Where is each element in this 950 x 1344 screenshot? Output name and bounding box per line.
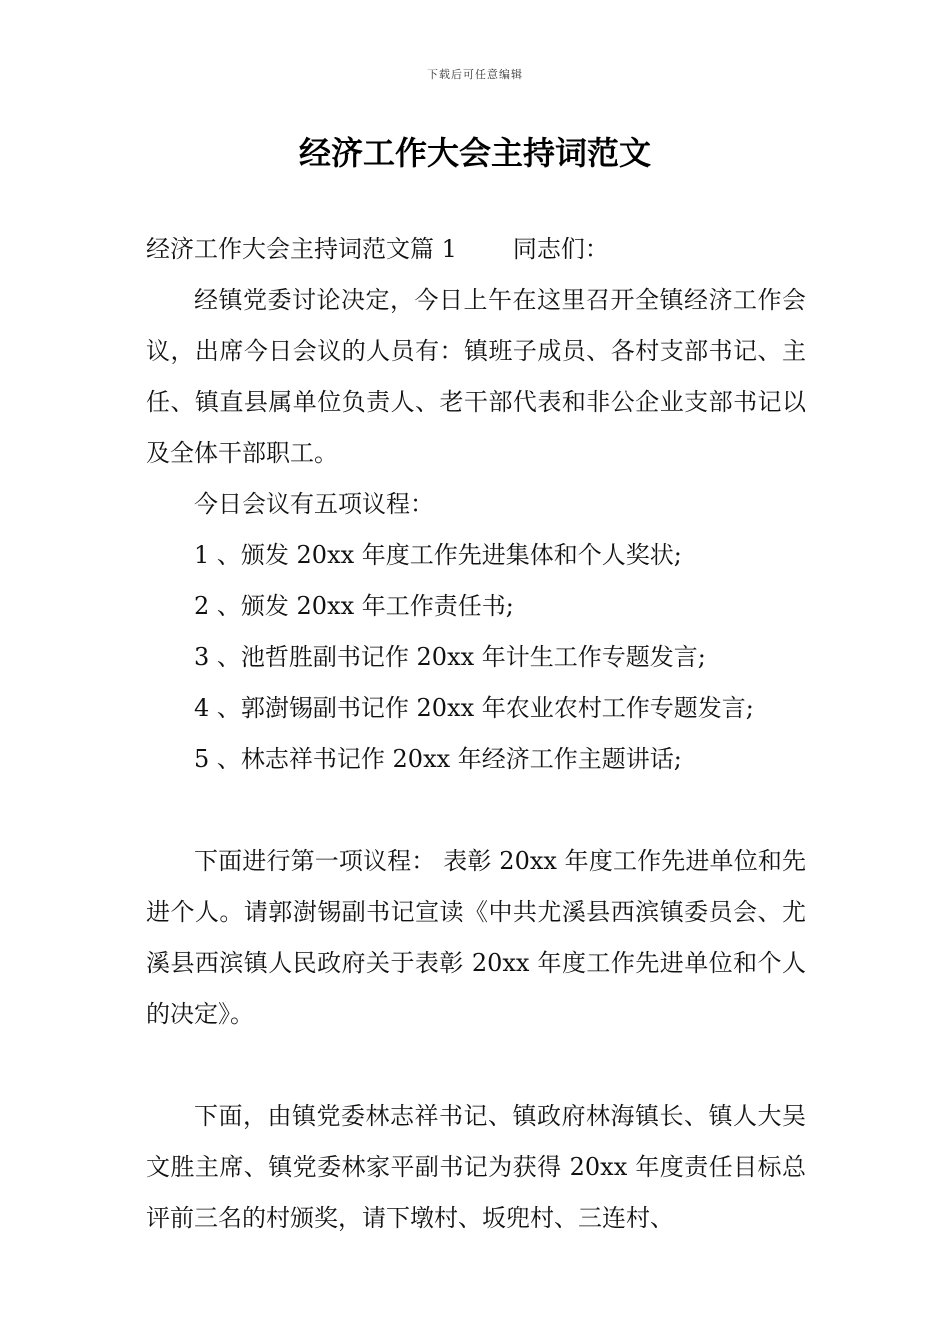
paragraph-first-agenda: 下面进行第一项议程： 表彰 20xx 年度工作先进单位和先进个人。请郭澍锡副书记宣读《中共尤溪县西滨镇委员会、尤溪县西滨镇人民政府关于表彰 20xx 年度工作先进单位和个人的决定》。 bbox=[146, 847, 806, 1028]
document-body bbox=[146, 224, 806, 1244]
agenda-item-4: 4 、郭澍锡副书记作 20xx 年农业农村工作专题发言; bbox=[194, 694, 754, 722]
paragraph-awards: 下面，由镇党委林志祥书记、镇政府林海镇长、镇人大吴文胜主席、镇党委林家平副书记为获得 20xx 年度责任目标总评前三名的村颁奖，请下墩村、坂兜村、三连村、 bbox=[146, 1102, 806, 1232]
header-note: 下载后可任意编辑 bbox=[427, 68, 523, 81]
greeting: 同志们： bbox=[512, 235, 609, 263]
blank-line bbox=[146, 785, 806, 836]
paragraph-attendees: 经镇党委讨论决定，今日上午在这里召开全镇经济工作会议，出席今日会议的人员有：镇班子成员、各村支部书记、主任、镇直县属单位负责人、老干部代表和非公企业支部书记以及全体干部职工。 bbox=[146, 286, 806, 467]
agenda-item-1: 1 、颁发 20xx 年度工作先进集体和个人奖状; bbox=[194, 541, 682, 569]
agenda-item-3: 3 、池哲胜副书记作 20xx 年计生工作专题发言; bbox=[194, 643, 706, 671]
paragraph-agenda-intro: 今日会议有五项议程： bbox=[194, 490, 434, 518]
agenda-item-2: 2 、颁发 20xx 年工作责任书; bbox=[194, 592, 514, 620]
section-label: 经济工作大会主持词范文篇 1 bbox=[146, 235, 457, 263]
document-title: 经济工作大会主持词范文 bbox=[298, 134, 651, 172]
opening-line bbox=[146, 224, 806, 275]
agenda-item-5: 5 、林志祥书记作 20xx 年经济工作主题讲话; bbox=[194, 745, 682, 773]
blank-line bbox=[146, 1040, 806, 1091]
